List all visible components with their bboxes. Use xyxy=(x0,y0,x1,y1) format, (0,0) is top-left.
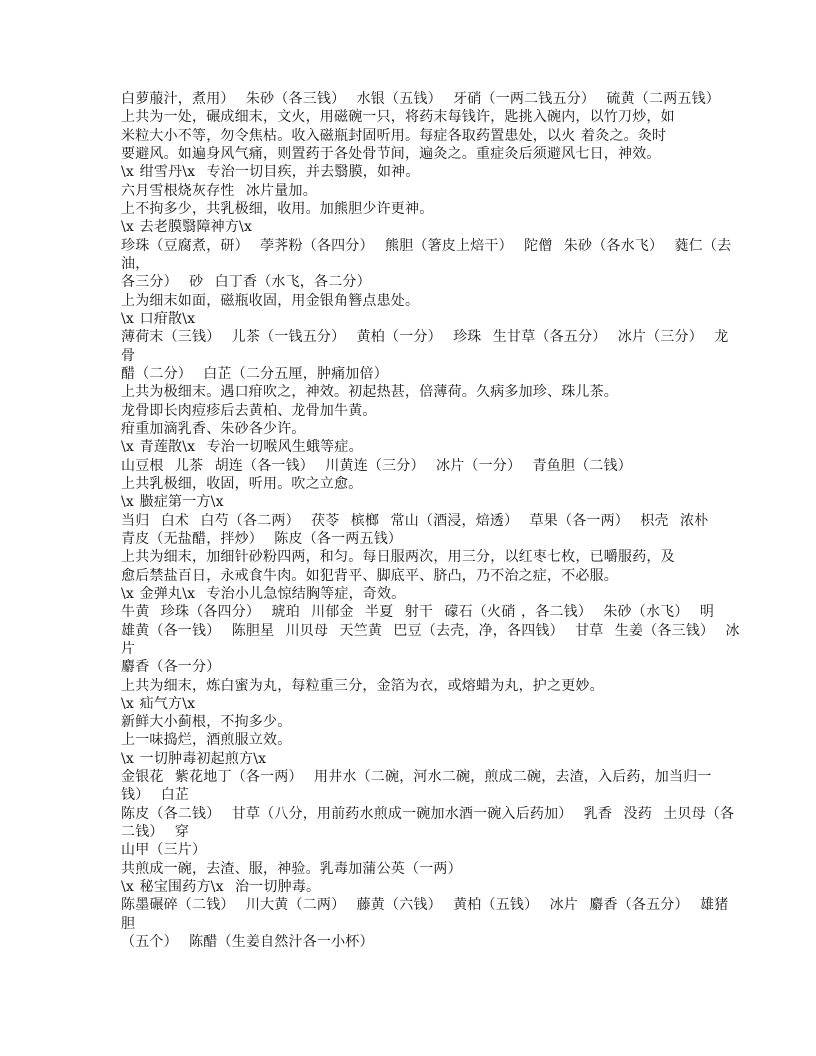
text-line: 陈皮（各二钱） 甘草（八分，用前药水煎成一碗加水酒一碗入后药加） 乳香 没药 土贝母（各 xyxy=(121,805,735,822)
text-line: 醋（二分） 白芷（二分五厘，肿痛加倍） xyxy=(121,365,388,382)
text-line: \x 青莲散\x 专治一切喉风生蛾等症。 xyxy=(121,439,363,456)
text-line: 油， xyxy=(121,255,150,272)
text-line: 疳重加滴乳香、朱砂各少许。 xyxy=(121,420,306,437)
text-line: \x 口疳散\x xyxy=(121,310,196,327)
text-line: 山豆根 儿茶 胡连（各一钱） 川黄连（三分） 冰片（一分） 青鱼胆（二钱） xyxy=(121,457,632,474)
text-line: \x 疝气方\x xyxy=(121,695,196,712)
text-line: \x 一切肿毒初起煎方\x xyxy=(121,750,267,767)
text-line: 上共为一处，碾成细末，文火，用磁碗一只，将药末每钱许，匙挑入碗内，以竹刀炒，如 xyxy=(121,109,675,126)
text-line: 要避风。如遍身风气痛，则置药于各处骨节间，遍灸之。重症灸后须避风七日，神效。 xyxy=(121,145,661,162)
text-line: 青皮（无盐醋，拌炒） 陈皮（各一两五钱） xyxy=(121,530,403,547)
text-line: 上一味捣烂，酒煎服立效。 xyxy=(121,732,292,749)
text-line: \x 金弹丸\x 专治小儿急惊结胸等症，奇效。 xyxy=(121,585,406,602)
text-line: 陈墨碾碎（二钱） 川大黄（二两） 藤黄（六钱） 黄柏（五钱） 冰片 麝香（各五分） 雄猪 xyxy=(121,897,729,914)
text-line: 山甲（三片） xyxy=(121,842,207,859)
text-line: 片 xyxy=(121,640,136,657)
text-line: 上不拘多少，共乳极细，收用。加熊胆少许更神。 xyxy=(121,200,434,217)
text-line: 珍珠（豆腐煮，研） 荸荠粉（各四分） 熊胆（箸皮上焙干） 陀僧 朱砂（各水飞） 蕤仁（去 xyxy=(121,237,732,254)
text-line: 牛黄 珍珠（各四分） 琥珀 川郁金 半夏 射干 礞石（火硝 ，各二钱） 朱砂（水飞） 明 xyxy=(121,604,715,621)
text-line: 米粒大小不等，勿令焦枯。收入磁瓶封固听用。每症各取药置患处，以火 着灸之。灸时 xyxy=(121,127,667,144)
text-line: 白萝菔汁，煮用） 朱砂（各三钱） 水银（五钱） 牙硝（一两二钱五分） 硫黄（二两五钱） xyxy=(121,91,720,107)
text-line: 愈后禁盐百日，永戒食牛肉。如犯背平、脚底平、脐凸，乃不治之症，不必服。 xyxy=(121,567,618,584)
document-text-block xyxy=(121,90,740,951)
text-line: \x 秘宝围药方\x 治一切肿毒。 xyxy=(121,879,321,896)
text-line: 胆 xyxy=(121,915,136,932)
text-line: 上共乳极细，收固，听用。吹之立愈。 xyxy=(121,475,363,492)
text-line: 各三分） 砂 白丁香（水飞，各二分） xyxy=(121,274,371,291)
text-line: 龙骨即长肉痘疹后去黄柏、龙骨加牛黄。 xyxy=(121,402,377,419)
text-line: （五个） 陈醋（生姜自然汁各一小杯） xyxy=(121,934,374,951)
text-line: 麝香（各一分） xyxy=(121,659,221,676)
text-line: 雄黄（各一钱） 陈胆星 川贝母 天竺黄 巴豆（去壳，净，各四钱） 甘草 生姜（各三钱） 冰 xyxy=(121,622,740,639)
text-line: 上共为细末，炼白蜜为丸，每粒重三分，金箔为衣，或熔蜡为丸，护之更妙。 xyxy=(121,677,604,694)
text-line: 钱） 白芷 xyxy=(121,787,190,804)
text-line: 当归 白术 白芍（各二两） 茯苓 槟榔 常山（酒浸，焙透） 草果（各一两） 枳壳 浓朴 xyxy=(121,512,709,529)
text-line: 上共为细末，加细针砂粉四两，和匀。每日服两次，用三分，以红枣七枚，已嚼服药，及 xyxy=(121,549,675,566)
text-line: \x 去老膜翳障神方\x xyxy=(121,219,253,236)
text-line: 金银花 紫花地丁（各一两） 用井水（二碗，河水二碗，煎成二碗，去渣，入后药，加当归一 xyxy=(121,769,712,786)
text-line: 共煎成一碗，去渣、服，神验。乳毒加蒲公英（一两） xyxy=(121,860,462,877)
text-line: 骨 xyxy=(121,347,136,364)
text-line: \x 绀雪丹\x 专治一切目疾，并去翳膜，如神。 xyxy=(121,164,420,181)
text-line: 六月雪根烧灰存性 冰片量加。 xyxy=(121,182,317,199)
text-line: 新鲜大小蓟根，不拘多少。 xyxy=(121,714,292,731)
text-line: 上共为极细末。遇口疳吹之，神效。初起热甚，倍薄荷。久病多加珍、珠儿茶。 xyxy=(121,384,618,401)
text-line: \x 臌症第一方\x xyxy=(121,494,224,511)
text-line: 二钱） 穿 xyxy=(121,824,190,841)
text-line: 薄荷末（三钱） 儿茶（一钱五分） 黄柏（一分） 珍珠 生甘草（各五分） 冰片（三分） 龙 xyxy=(121,329,729,346)
text-line: 上为细末如面，磁瓶收固，用金银角簪点患处。 xyxy=(121,292,420,309)
